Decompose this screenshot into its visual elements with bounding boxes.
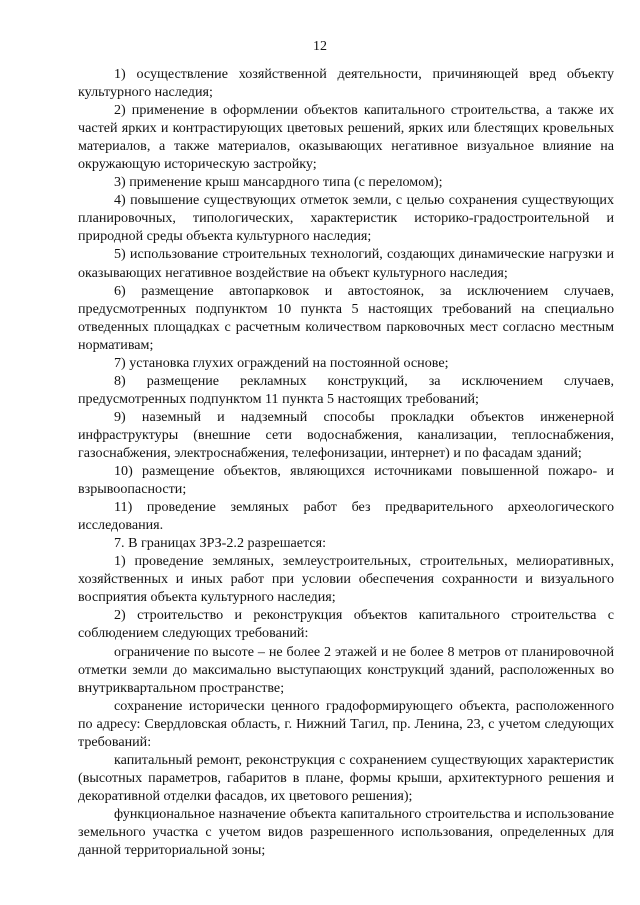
paragraph-16: сохранение исторически ценного градоформирующего объекта, расположенного по адресу: Свердловская область, г. Нижний Тагил, пр. Ленина, 23, с учетом следующих требований: <box>78 697 614 750</box>
paragraph-15: ограничение по высоте – не более 2 этажей и не более 8 метров от планировочной отметки земли до максимально выступающих конструкций зданий, расположенных во внутриквартальном пространстве; <box>78 643 614 696</box>
section-heading-7: 7. В границах ЗРЗ-2.2 разрешается: <box>114 535 327 552</box>
paragraph-17: капитальный ремонт, реконструкция с сохранением существующих характеристик (высотных параметров, габаритов в плане, формы крыши, архитектурного решения и декоративной отделки фасадов, их цветового решения); <box>78 751 614 804</box>
paragraph-13: 1) проведение земляных, землеустроительных, строительных, мелиоративных, хозяйственных и иных работ при условии обеспечения сохранности и визуального восприятия объекта культурного наследия; <box>78 553 614 606</box>
paragraph-2: 2) применение в оформлении объектов капитального строительства, а также их частей ярких и контрастирующих цветовых решений, ярких или блестящих кровельных материалов, а также материалов, оказывающих негативное визуальное влияние на окружающую историческую застройку; <box>78 102 614 173</box>
paragraph-5: 5) использование строительных технологий, создающих динамические нагрузки и оказывающих негативное воздействие на объект культурного наследия; <box>78 246 614 281</box>
paragraph-8: 8) размещение рекламных конструкций, за исключением случаев, предусмотренных подпунктом 11 пункта 5 настоящих требований; <box>78 372 614 407</box>
paragraph-6: 6) размещение автопарковок и автостоянок, за исключением случаев, предусмотренных подпунктом 10 пункта 5 настоящих требований на специально отведенных площадках с расчетным количеством парковочных мест согласно местным нормативам; <box>78 282 614 353</box>
page-number: 12 <box>313 39 327 54</box>
paragraph-9: 9) наземный и надземный способы прокладки объектов инженерной инфраструктуры (внешние сети водоснабжения, канализации, теплоснабжения, газоснабжения, электроснабжения, телефонизации, интернет) и по фасадам зданий; <box>78 408 614 461</box>
paragraph-11: 11) проведение земляных работ без предварительного археологического исследования. <box>78 499 614 534</box>
paragraph-10: 10) размещение объектов, являющихся источниками повышенной пожаро- и взрывоопасности; <box>78 463 614 498</box>
paragraph-18: функциональное назначение объекта капитального строительства и использование земельного участка с учетом видов разрешенного использования, определенных для данной территориальной зоны; <box>78 805 614 859</box>
paragraph-1: 1) осуществление хозяйственной деятельности, причиняющей вред объекту культурного наследия; <box>78 66 614 101</box>
paragraph-14: 2) строительство и реконструкция объектов капитального строительства с соблюдением следующих требований: <box>78 607 614 642</box>
document-body <box>78 65 614 859</box>
paragraph-3: 3) применение крыш мансардного типа (с переломом); <box>114 174 443 191</box>
paragraph-7: 7) установка глухих ограждений на постоянной основе; <box>114 354 449 371</box>
paragraph-4: 4) повышение существующих отметок земли, с целью сохранения существующих планировочных, типологических, характеристик историко-градостроительной и природной среды объекта культурного наследия; <box>78 192 614 245</box>
